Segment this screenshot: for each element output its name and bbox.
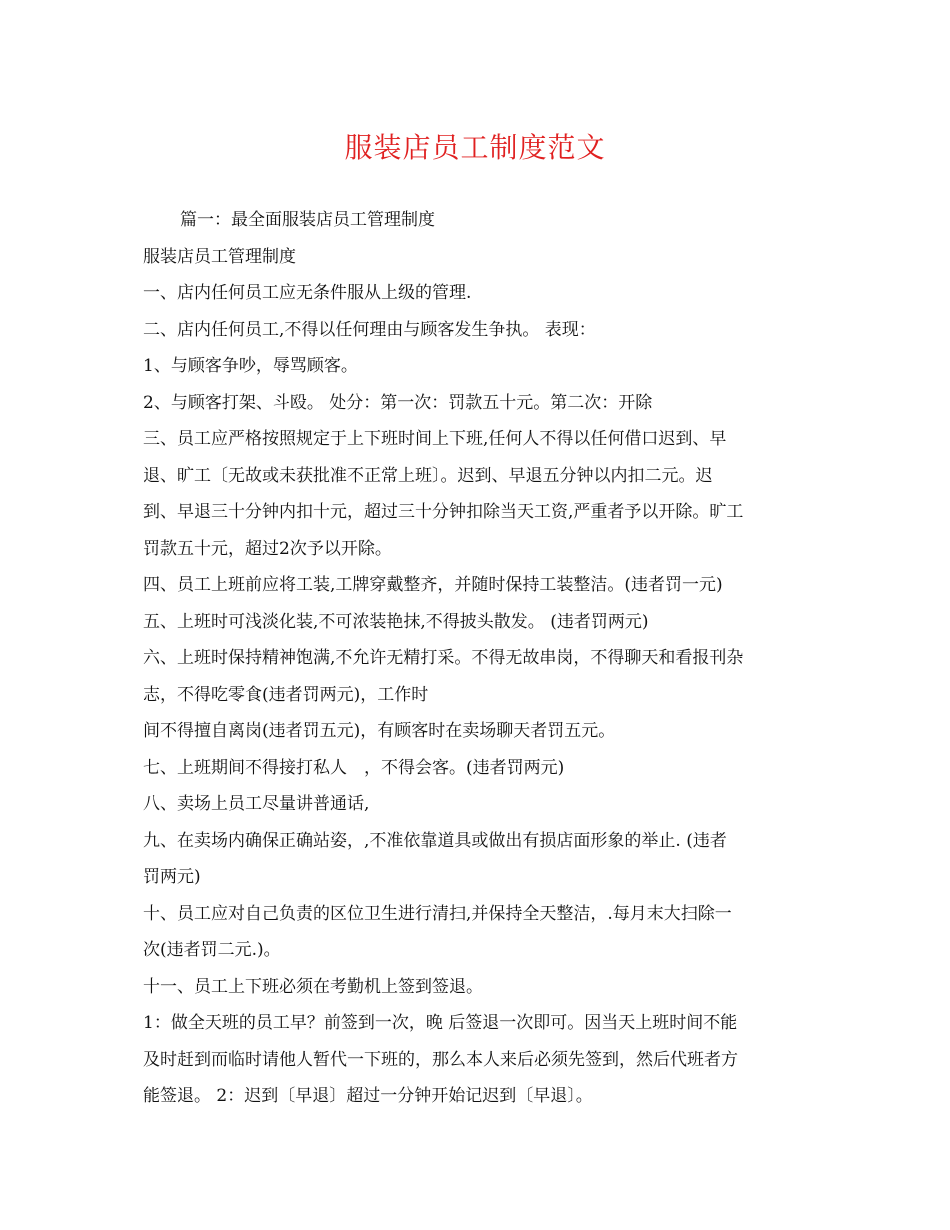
- document-body: [143, 202, 815, 1115]
- text-line: 十、员工应对自己负责的区位卫生进行清扫,并保持全天整洁，.每月末大扫除一: [143, 903, 732, 924]
- section-heading: 篇一：最全面服装店员工管理制度: [180, 210, 435, 230]
- text-line: 罚两元): [143, 867, 201, 887]
- text-line: 间不得擅自离岗(违者罚五元)，有顾客时在卖场聊天者罚五元。: [143, 721, 616, 741]
- text-line: 志，不得吃零食(违者罚两元)，工作时: [143, 684, 429, 705]
- text-line: 十一、员工上下班必须在考勤机上签到签退。: [143, 976, 483, 997]
- text-line: 八、卖场上员工尽量讲普通话,: [143, 794, 370, 814]
- text-line: 到、早退三十分钟内扣十元，超过三十分钟扣除当天工资,严重者予以开除。旷工: [143, 502, 744, 522]
- text-line: 一、店内任何员工应无条件服从上级的管理.: [143, 283, 472, 303]
- text-line: 罚款五十元，超过2次予以开除。: [143, 538, 392, 559]
- document-title: 服装店员工制度范文: [344, 131, 606, 164]
- text-line: 1：做全天班的员工早？前签到一次，晚 后签退一次即可。因当天上班时间不能: [143, 1013, 738, 1033]
- text-line: 五、上班时可浅淡化装,不可浓装艳抹,不得披头散发。 (违者罚两元): [143, 611, 649, 632]
- text-line: 四、员工上班前应将工装,工牌穿戴整齐，并随时保持工装整洁。(违者罚一元): [143, 575, 723, 595]
- text-line: 能签退。 2：迟到〔早退〕超过一分钟开始记迟到〔早退〕。: [143, 1086, 593, 1106]
- subheading: 服装店员工管理制度: [143, 246, 296, 267]
- text-line: 七、上班期间不得接打私人 ，不得会客。(违者罚两元): [143, 757, 565, 778]
- text-line: 及时赶到而临时请他人暂代一下班的，那么本人来后必须先签到，然后代班者方: [143, 1049, 738, 1070]
- text-line: 退、旷工〔无故或未获批准不正常上班〕。迟到、早退五分钟以内扣二元。迟: [143, 465, 713, 486]
- text-line: 二、店内任何员工,不得以任何理由与顾客发生争执。 表现：: [143, 319, 596, 340]
- text-line: 三、员工应严格按照规定于上下班时间上下班,任何人不得以任何借口迟到、早: [143, 429, 727, 449]
- text-line: 六、上班时保持精神饱满,不允许无精打采。不得无故串岗，不得聊天和看报刊杂: [143, 648, 744, 668]
- text-line: 2、与顾客打架、斗殴。 处分：第一次：罚款五十元。第二次：开除: [143, 392, 653, 413]
- text-line: 1、与顾客争吵，辱骂顾客。: [143, 356, 358, 376]
- text-line: 次(违者罚二元.)。: [143, 940, 281, 960]
- text-line: 九、在卖场内确保正确站姿，,不准依靠道具或做出有损店面形象的举止. (违者: [143, 830, 727, 851]
